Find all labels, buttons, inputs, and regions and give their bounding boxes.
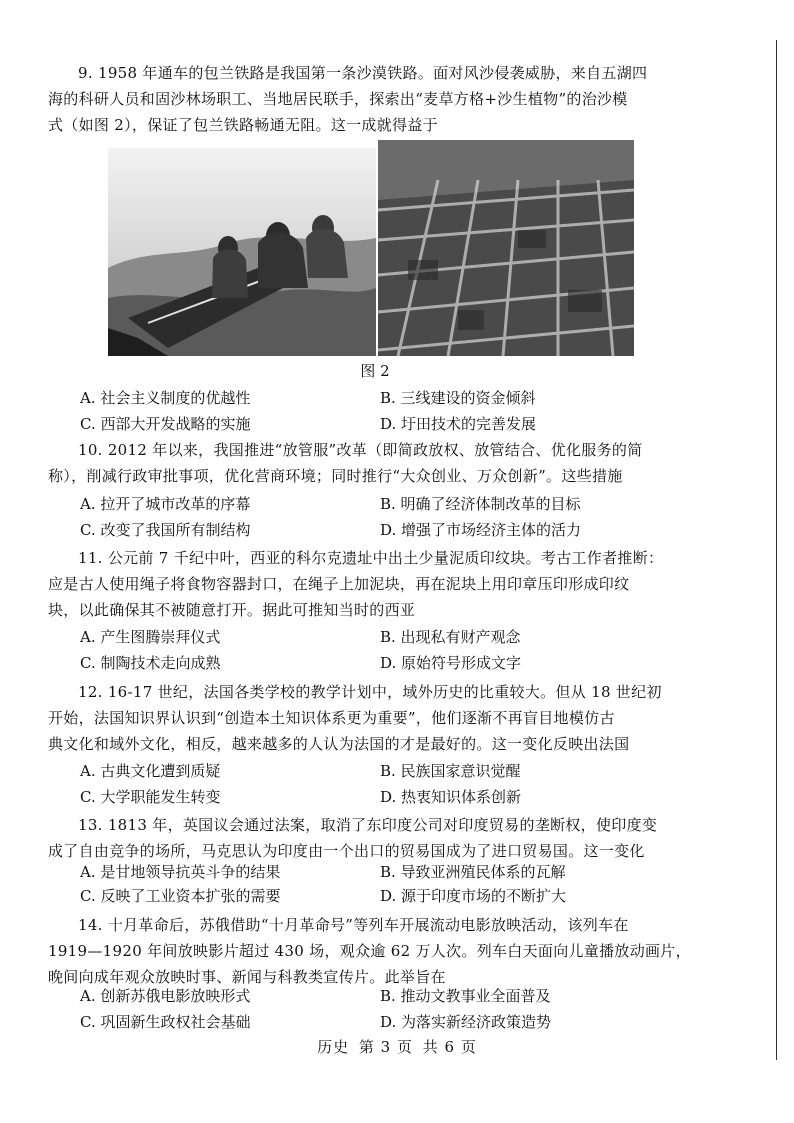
option-b: B. 导致亚洲殖民体系的瓦解 [380,863,566,881]
question-13-stem [48,812,688,864]
question-line: 成了自由竞争的场所，马克思认为印度由一个出口的贸易国成为了进口贸易国。这一变化 [48,842,645,860]
option-d: D. 为落实新经济政策造势 [380,1013,552,1031]
figure-2-photo-straw-grid [378,140,634,356]
options-row [80,758,700,784]
question-line: 典文化和域外文化，相反，越来越多的人认为法国的才是最好的。这一变化反映出法国 [48,735,630,753]
question-line: 式（如图 2），保证了包兰铁路畅通无阻。这一成就得益于 [48,116,438,134]
option-d: D. 原始符号形成文字 [380,654,522,672]
question-line: 11. 公元前 7 千纪中叶，西亚的科尔克遗址中出土少量泥质印纹块。考古工作者推断： [78,549,664,567]
footer-page-number: 第 3 页 [358,1038,413,1056]
question-line: 14. 十月革命后，苏俄借助“十月革命号”等列车开展流动电影放映活动，该列车在 [78,916,629,934]
options-row [80,983,700,1009]
option-d: D. 热衷知识体系创新 [380,788,522,806]
options-row [80,1009,700,1035]
option-a: A. 拉开了城市改革的序幕 [80,495,251,513]
option-b: B. 推动文教事业全面普及 [380,987,551,1005]
option-a: A. 社会主义制度的优越性 [80,389,251,407]
option-c: C. 改变了我国所有制结构 [80,521,251,539]
option-c: C. 西部大开发战略的实施 [80,415,251,433]
options-row [80,650,700,676]
margin-rule [776,40,777,1060]
option-c: C. 制陶技术走向成熟 [80,654,221,672]
question-line: 1919—1920 年间放映影片超过 430 场，观众逾 62 万人次。列车白天面向儿童播放动画片， [48,942,691,960]
footer-total-pages: 共 6 页 [422,1038,477,1056]
option-d: D. 增强了市场经济主体的活力 [380,521,582,539]
question-line: 9. 1958 年通车的包兰铁路是我国第一条沙漠铁路。面对风沙侵袭威胁，来自五湖四 [78,64,648,82]
question-line: 应是古人使用绳子将食物容器封口，在绳子上加泥块，再在泥块上用印章压印形成印纹 [48,575,630,593]
options-row [80,624,700,650]
options-row [80,385,700,411]
question-line: 10. 2012 年以来，我国推进“放管服”改革（即简政放权、放管结合、优化服务的简 [78,441,643,459]
option-c: C. 大学职能发生转变 [80,788,221,806]
option-d: D. 圩田技术的完善发展 [380,415,537,433]
option-a: A. 古典文化遭到质疑 [80,762,221,780]
option-a: A. 产生图腾崇拜仪式 [80,628,221,646]
question-9-stem [48,60,688,138]
options-row [80,859,700,885]
question-14-stem [48,912,691,990]
option-a: A. 是甘地领导抗英斗争的结果 [80,863,281,881]
question-12-stem [48,679,688,757]
options-row [80,491,700,517]
options-row [80,784,700,810]
question-line: 12. 16-17 世纪，法国各类学校的教学计划中，域外历史的比重较大。但从 18 世纪初 [78,683,662,701]
options-row [80,411,700,437]
option-b: B. 三线建设的资金倾斜 [380,389,536,407]
question-line: 晚间向成年观众放映时事、新闻与科教类宣传片。此举旨在 [48,968,446,986]
option-a: A. 创新苏俄电影放映形式 [80,987,251,1005]
option-b: B. 出现私有财产观念 [380,628,521,646]
page-footer [0,1036,794,1058]
footer-subject: 历史 [317,1038,350,1056]
option-c: C. 反映了工业资本扩张的需要 [80,887,281,905]
option-b: B. 明确了经济体制改革的目标 [380,495,581,513]
figure-2-photo-workers [108,148,376,356]
question-line: 块，以此确保其不被随意打开。据此可推知当时的西亚 [48,601,416,619]
question-line: 开始，法国知识界认识到“创造本土知识体系更为重要”，他们逐渐不再盲目地模仿古 [48,709,615,727]
question-line: 海的科研人员和固沙林场职工、当地居民联手，探索出“麦草方格+沙生植物”的治沙模 [48,90,628,108]
question-11-stem [48,545,688,623]
question-line: 13. 1813 年，英国议会通过法案，取消了东印度公司对印度贸易的垄断权，使印度变 [78,816,658,834]
figure-caption: 图 2 [360,362,390,380]
option-c: C. 巩固新生政权社会基础 [80,1013,251,1031]
option-b: B. 民族国家意识觉醒 [380,762,521,780]
option-d: D. 源于印度市场的不断扩大 [380,887,567,905]
question-line: 称），削减行政审批事项，优化营商环境；同时推行“大众创业、万众创新”。这些措施 [48,467,623,485]
options-row [80,517,700,543]
options-row [80,883,700,909]
question-10-stem [48,437,688,489]
